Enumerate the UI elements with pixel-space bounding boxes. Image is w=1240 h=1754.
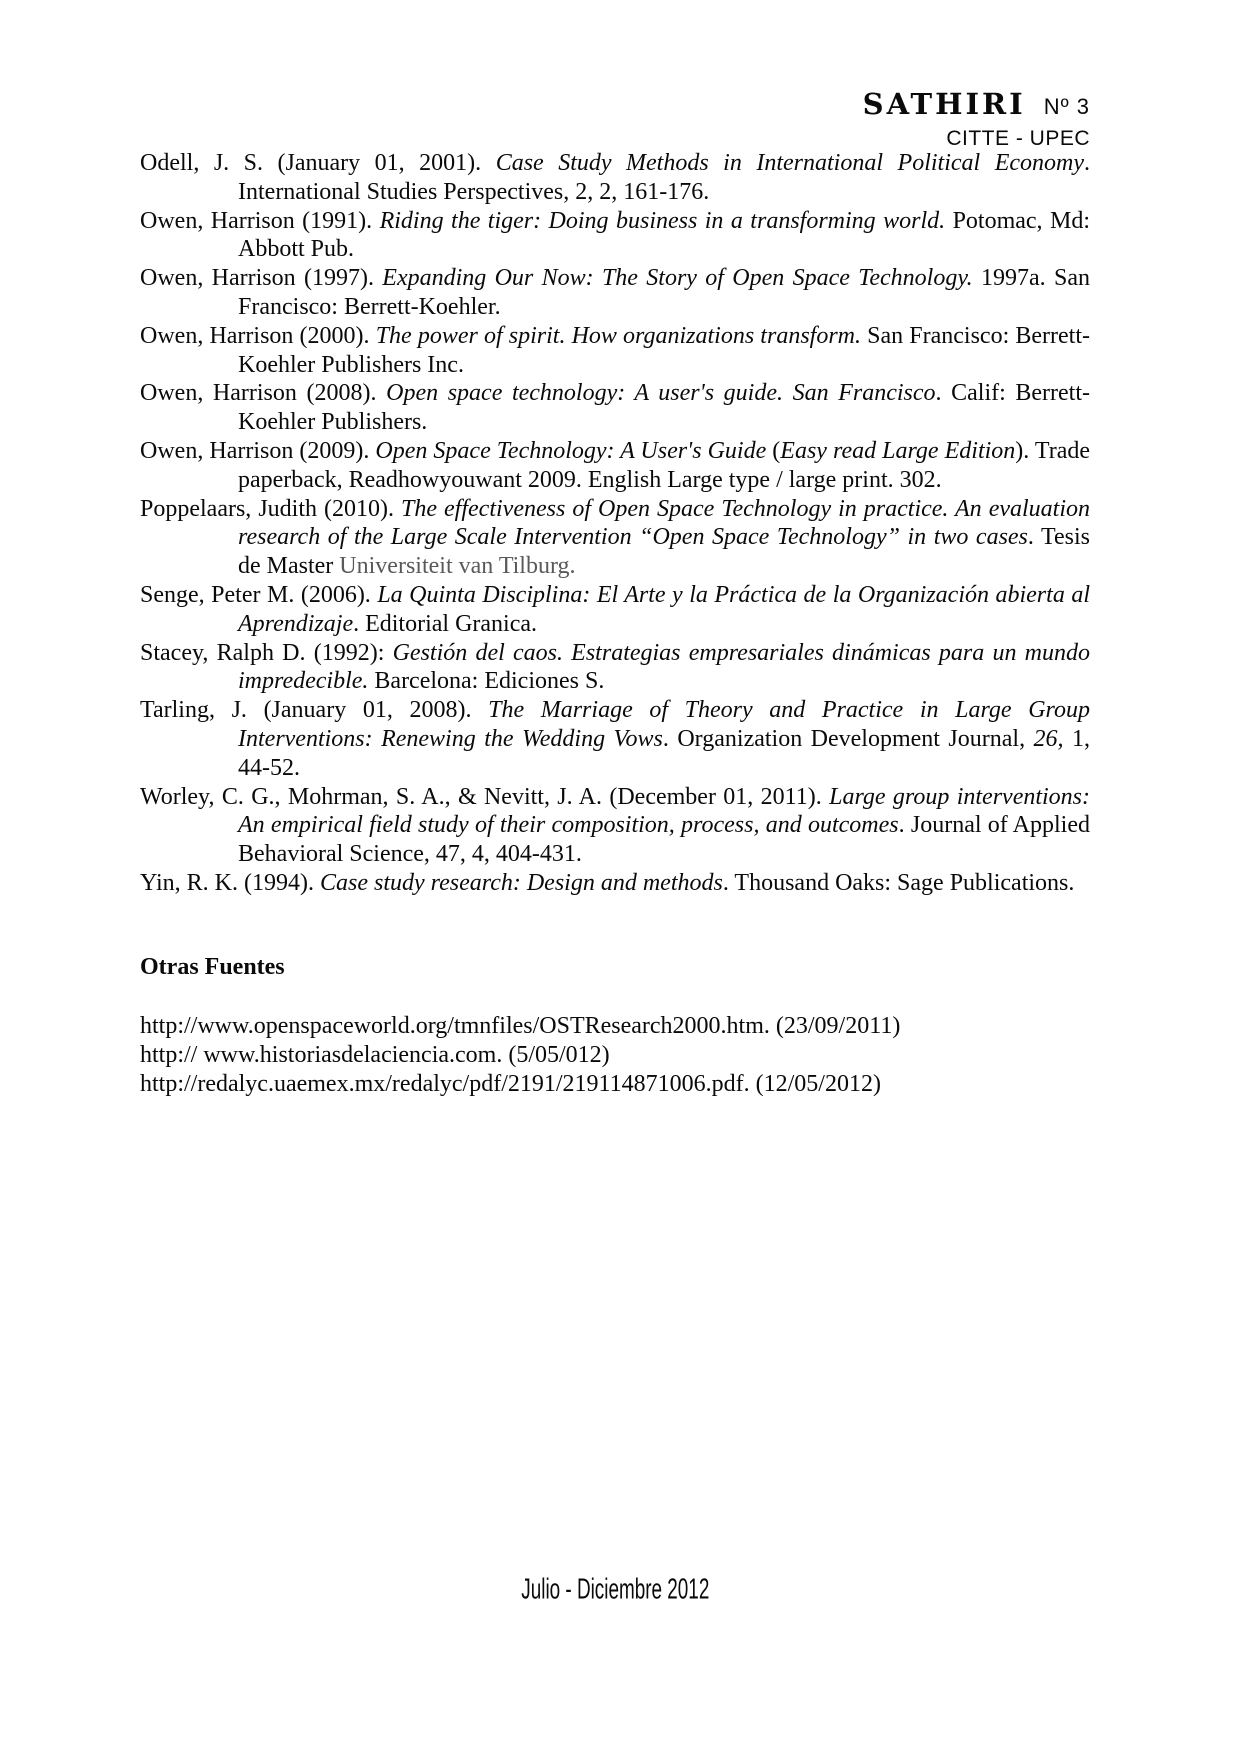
source-url: http://redalyc.uaemex.mx/redalyc/pdf/2191/219114871006.pdf. (12/05/2012) (140, 1071, 881, 1097)
reference-title-italic: The power of spirit. How organizations transform. (375, 322, 861, 349)
references-list (140, 149, 1090, 898)
masthead-line (140, 88, 1090, 126)
reference-entry (140, 437, 1090, 495)
reference-text: . Journal of Applied Behavioral Science, 47, 4, 404-431. (238, 812, 1090, 868)
reference-text: Owen, Harrison (2008). (140, 380, 387, 407)
reference-entry (140, 149, 1090, 207)
reference-text: . Calif: Berrett-Koehler Publishers. (238, 380, 1091, 436)
journal-title: SATHIRI (862, 87, 1026, 121)
reference-text: . Organization Development Journal, (662, 725, 1034, 752)
reference-text: San Francisco: Berrett-Koehler Publishers Inc. (238, 322, 1090, 378)
reference-title-italic: Expanding Our Now: The Story of Open Space Technology. (382, 265, 973, 292)
issue-number: Nº 3 (1043, 94, 1090, 119)
reference-text: . International Studies Perspectives, 2, 2, 161-176. (238, 150, 1090, 205)
reference-title-italic: Case study research: Design and methods (320, 869, 723, 896)
other-sources-heading: Otras Fuentes (140, 954, 285, 980)
reference-text: Owen, Harrison (1997). (140, 265, 383, 292)
source-url: http://www.openspaceworld.org/tmnfiles/OSTResearch2000.htm. (23/09/2011) (140, 1013, 901, 1039)
reference-text: Barcelona: Ediciones S. (368, 668, 605, 695)
reference-title-italic: Riding the tiger: Doing business in a transforming world. (379, 207, 946, 234)
reference-text: Tarling, J. (January 01, 2008). (140, 697, 489, 724)
reference-title-italic: Easy read Large Edition (780, 437, 1016, 464)
url-list (140, 1012, 1090, 1099)
reference-text: . Tesis de Master (238, 524, 1090, 580)
reference-text: ). Trade paperback, Readhowyouwant 2009. English Large type / large print. 302. (238, 437, 1091, 493)
reference-entry (140, 581, 1090, 639)
institution-subtitle: CITTE - UPEC (946, 127, 1090, 150)
reference-entry (140, 379, 1090, 437)
reference-text: Senge, Peter M. (2006). (140, 581, 378, 608)
reference-title-italic: Gestión del caos. Estrategias empresariales dinámicas para un mundo impredecible. (238, 639, 1090, 695)
reference-entry (140, 783, 1090, 869)
reference-entry (140, 207, 1090, 265)
reference-institution: Universiteit van Tilburg. (339, 553, 576, 580)
reference-text: Poppelaars, Judith (2010). (140, 495, 402, 522)
reference-text: . Thousand Oaks: Sage Publications. (722, 869, 1075, 896)
reference-title-italic: Open space technology: A user's guide. San Francisco (386, 380, 936, 407)
reference-text: ( (766, 437, 781, 464)
reference-text: Worley, C. G., Mohrman, S. A., & Nevitt, J. A. (December 01, 2011). (140, 783, 830, 810)
reference-text: Owen, Harrison (2000). (140, 322, 376, 349)
reference-entry (140, 495, 1090, 581)
reference-title-italic: Open Space Technology: A User's Guide (375, 437, 767, 464)
reference-entry (140, 639, 1090, 697)
reference-entry (140, 696, 1090, 782)
reference-title-italic: La Quinta Disciplina: El Arte y la Práctica de la Organización abierta al Aprendizaje (238, 581, 1090, 637)
source-url: http:// www.historiasdelaciencia.com. (5/05/012) (140, 1042, 610, 1068)
page-header (140, 88, 1090, 151)
reference-title-italic: 26, (1033, 725, 1064, 752)
reference-text: Stacey, Ralph D. (1992): (140, 639, 393, 666)
reference-text: Owen, Harrison (2009). (140, 437, 376, 464)
reference-title-italic: The effectiveness of Open Space Technology in practice. An evaluation research of the Large Scale Intervention “Open Space Technology” in two cases (238, 495, 1090, 551)
reference-title-italic: Case Study Methods in International Political Economy (495, 150, 1084, 176)
reference-entry (140, 264, 1090, 322)
reference-title-italic: Large group interventions: An empirical field study of their composition, process, and outcomes (238, 783, 1091, 839)
reference-title-italic: The Marriage of Theory and Practice in Large Group Interventions: Renewing the Wedding Vows (238, 697, 1090, 752)
reference-text: Yin, R. K. (1994). (140, 869, 320, 896)
reference-text: 1, 44-52. (238, 725, 1091, 781)
reference-text: Potomac, Md: Abbott Pub. (238, 207, 1090, 263)
reference-text: . Editorial Granica. (353, 610, 538, 637)
reference-text: 1997a. San Francisco: Berrett-Koehler. (238, 265, 1090, 320)
footer-date-range: Julio - Diciembre 2012 (520, 1573, 710, 1605)
reference-text: Owen, Harrison (1991). (140, 207, 380, 234)
page-footer (140, 1574, 1090, 1605)
reference-text: Odell, J. S. (January 01, 2001). (140, 150, 496, 176)
reference-entry (140, 869, 1090, 898)
reference-entry (140, 322, 1090, 380)
